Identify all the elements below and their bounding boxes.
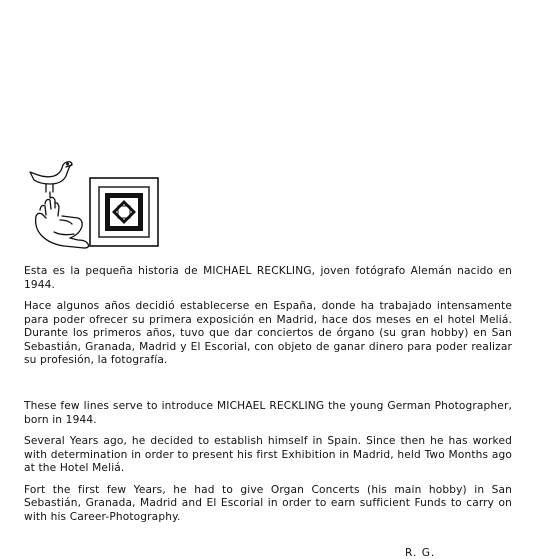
framed-square-icon — [90, 178, 158, 246]
english-paragraph-1: These few lines serve to introduce MICHAEL RECKLING the young German Photographer, born in 1944. — [24, 400, 512, 426]
english-paragraph-2: Several Years ago, he decided to establish himself in Spain. Since then he has worked with determination in order to present his first Exhibition in Madrid, held Two Months ago at the Hotel Meliá. — [24, 435, 512, 474]
english-text — [24, 400, 512, 532]
logo — [24, 158, 164, 258]
spanish-paragraph-1: Esta es la pequeña historia de MICHAEL RECKLING, joven fotógrafo Alemán nacido en 1944. — [24, 265, 512, 291]
spanish-paragraph-2: Hace algunos años decidió establecerse en España, donde ha trabajado intensamente para poder ofrecer su primera exposición en Madrid, hace dos meses en el hotel Meliá. Durante los primeros años, tuvo que dar conciertos de órgano (su gran hobby) en San Sebastián, Granada, Madrid y El Escorial, con objeto de ganar dinero para poder realizar su profesión, la fotografía. — [24, 300, 512, 366]
logo-graphic — [24, 158, 164, 258]
spanish-text — [24, 265, 512, 376]
bird-icon — [30, 162, 72, 198]
signature-initials: R. G. — [405, 547, 436, 559]
english-paragraph-3: Fort the first few Years, he had to give Organ Concerts (his main hobby) in San Sebastián, Granada, Madrid and El Escorial in order to earn sufficient Funds to carry on with his Career-Photography. — [24, 483, 512, 523]
hand-icon — [36, 197, 89, 248]
